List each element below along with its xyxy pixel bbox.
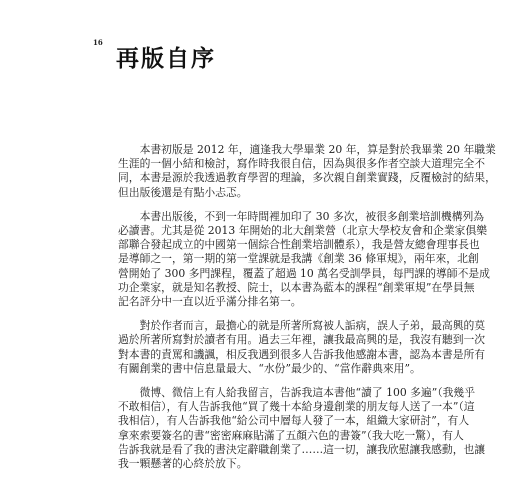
- text-line: 部聯合發起成立的中國第一個綜合性創業培訓體系），我是營友總會理事長也: [118, 238, 480, 252]
- text-line: 我相信），有人告訴我他“給公司中層每人發了一本，組織大家研討”，有人: [118, 414, 470, 428]
- text-line: 我一顆懸著的心終於放下。: [118, 457, 248, 471]
- text-line: 對本書的責罵和譏諷，相反我遇到很多人告訴我他感謝本書，認為本書是所有: [118, 347, 486, 361]
- text-line: 有關創業的書中信息量最大、“水份”最少的、“當作辭典來用”。: [118, 361, 421, 375]
- text-line: 記名評分中一直以近乎滿分排名第一。: [118, 295, 302, 309]
- paragraph-2: [118, 209, 490, 309]
- text-line: 營開始了 300 多門課程，覆蓋了超過 10 萬名受訓學員，每門課的導師不是成: [118, 266, 490, 280]
- text-line: 不敢相信），有人告訴我他“買了幾十本給身邊創業的朋友每人送了一本”（這: [118, 400, 475, 414]
- text-line: 對於作者而言，最擔心的就是所著所寫被人詬病，誤人子弟，最高興的莫: [118, 319, 486, 333]
- text-line: 告訴我就是看了我的書決定辭職創業了……這一切，讓我欣慰讓我感動，也讓: [118, 442, 486, 456]
- paragraph-1: [118, 143, 496, 200]
- text-line: 功企業家，就是知名教授、院士，以本書為藍本的課程“創業軍規”在學員無: [118, 280, 475, 294]
- paragraph-4: [118, 386, 486, 471]
- text-line: 同，本書是源於我透過教育學習的理論，多次親自創業實踐，反覆檢討的結果，: [118, 171, 496, 185]
- page-number: 16: [93, 38, 103, 47]
- text-line: 過於所著所寫對於讀者有用。過去三年裡，讓我最高興的是，我沒有聽到一次: [118, 333, 486, 347]
- text-line: 是導師之一，第一期的第一堂課就是我講《創業 36 條軍規》，兩年來，北創: [118, 252, 479, 266]
- text-line: 生涯的一個小結和檢討，寫作時我很自信，因為與很多作者空談大道理完全不: [118, 157, 486, 171]
- paragraph-3: [118, 319, 486, 376]
- text-line: 必讀書。尤其是從 2013 年開始的北大創業營（北京大學校友會和企業家俱樂: [118, 224, 488, 238]
- text-line: 本書初版是 2012 年，適逢我大學畢業 20 年，算是對於我畢業 20 年職業: [118, 143, 496, 156]
- text-line: 但出版後還是有點小忐忑。: [118, 185, 248, 199]
- text-line: 拿來索要簽名的書“密密麻麻貼滿了五顏六色的書簽”（我大吃一驚），有人: [118, 428, 464, 442]
- text-line: 微博、微信上有人給我留言，告訴我這本書他“讀了 100 多遍”（我幾乎: [118, 386, 476, 400]
- preface-body: [118, 143, 496, 481]
- page-title: 再版自序: [116, 45, 216, 72]
- text-line: 本書出版後，不到一年時間裡加印了 30 多次，被很多創業培訓機構列為: [118, 209, 485, 223]
